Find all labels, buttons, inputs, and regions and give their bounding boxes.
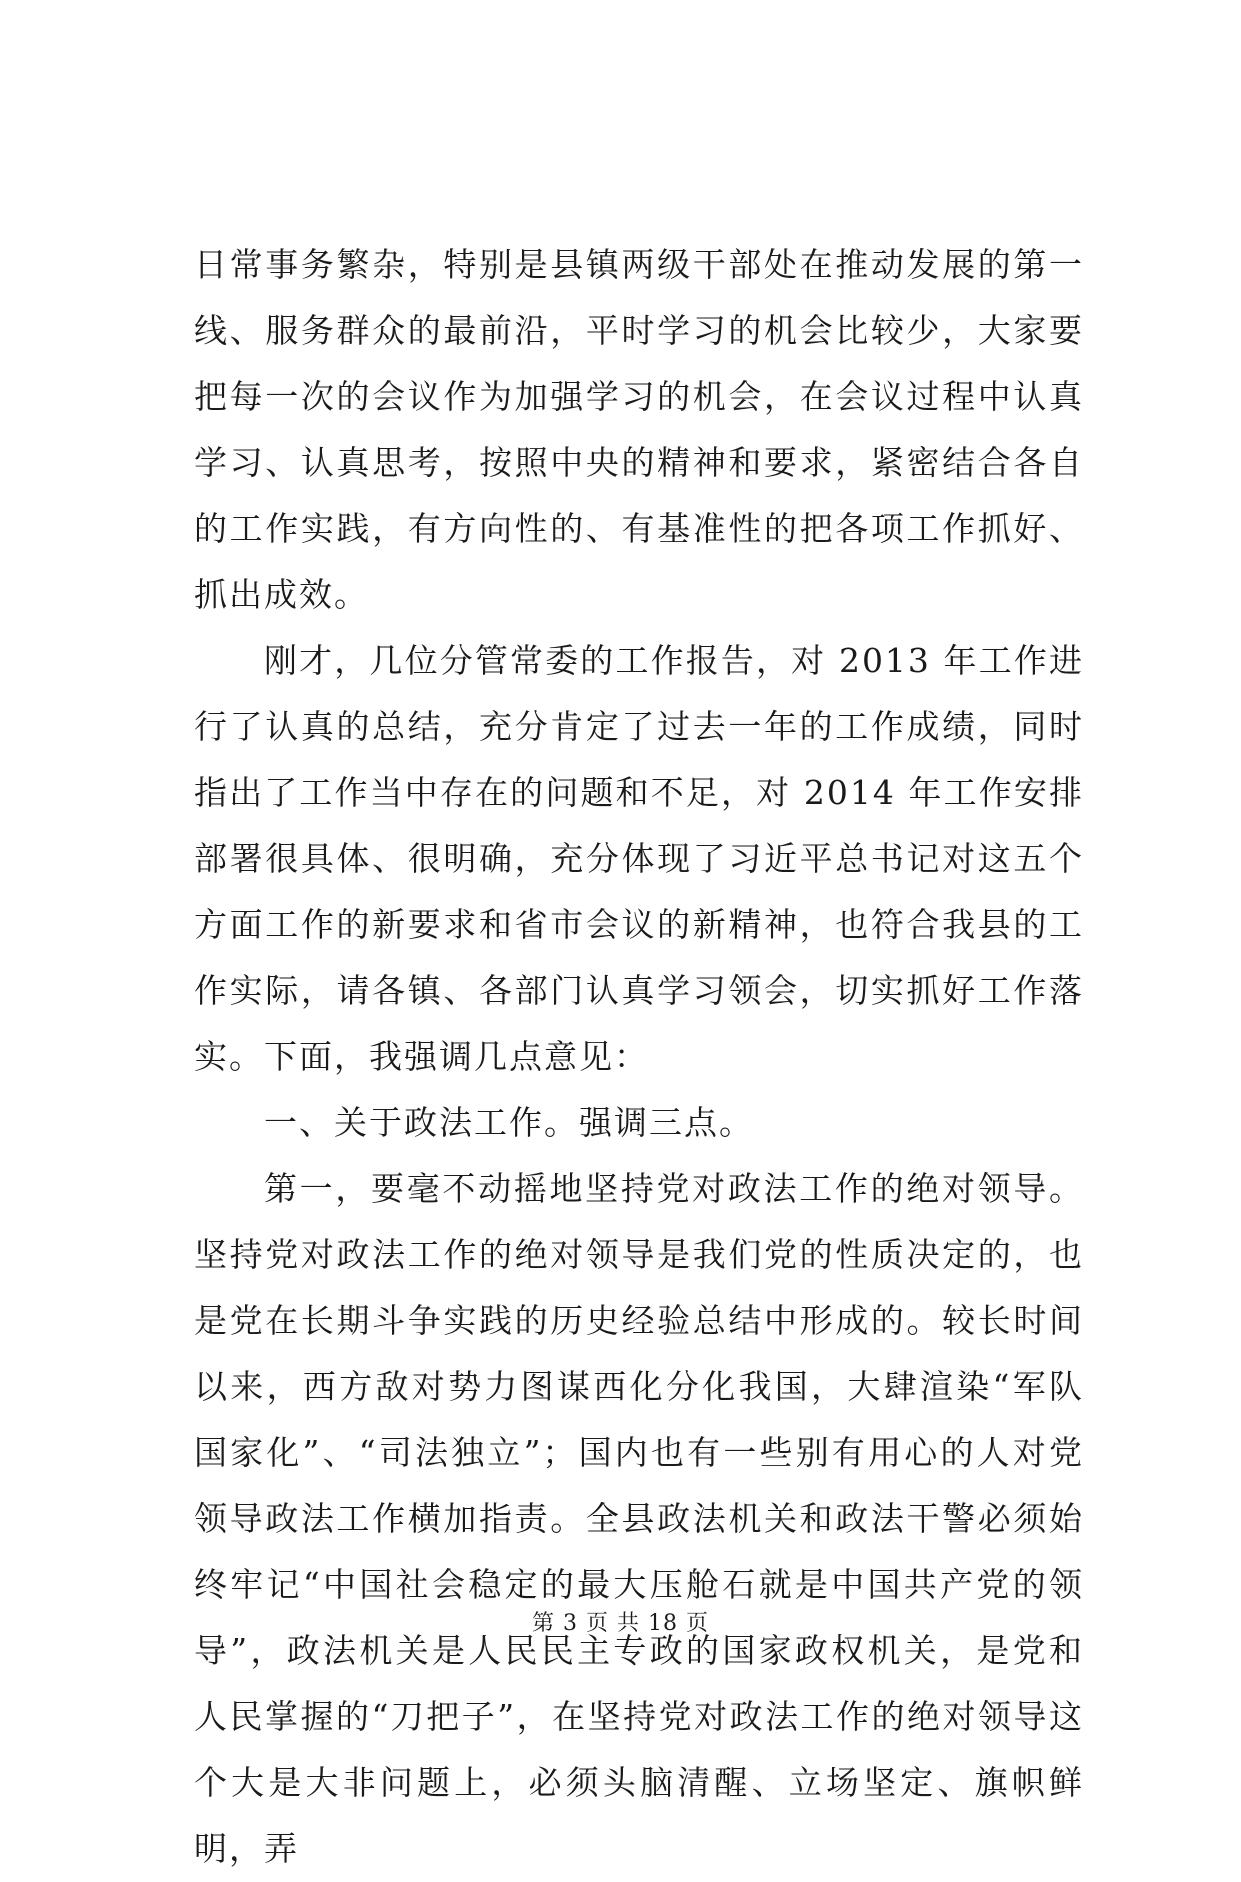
page-footer [0, 1606, 1241, 1637]
paragraph-4: 第一，要毫不动摇地坚持党对政法工作的绝对领导。坚持党对政法工作的绝对领导是我们党的性质决定的，也是党在长期斗争实践的历史经验总结中形成的。较长时间以来，西方敌对势力图谋西化分化我国，大肆渲染“军队国家化”、“司法独立”；国内也有一些别有用心的人对党领导政法工作横加指责。全县政法机关和政法干警必须始终牢记“中国社会稳定的最大压舱石就是中国共产党的领导”，政法机关是人民民主专政的国家政权机关，是党和人民掌握的“刀把子”，在坚持党对政法工作的绝对领导这个大是大非问题上，必须头脑清醒、立场坚定、旗帜鲜明，弄 [194, 1169, 1084, 1868]
paragraph-1: 日常事务繁杂，特别是县镇两级干部处在推动发展的第一线、服务群众的最前沿，平时学习的机会比较少，大家要把每一次的会议作为加强学习的机会，在会议过程中认真学习、认真思考，按照中央的精神和要求，紧密结合各自的工作实践，有方向性的、有基准性的把各项工作抓好、抓出成效。 [194, 245, 1084, 614]
page-number-label: 第 3 页 共 18 页 [532, 1611, 709, 1636]
paragraph-2: 刚才，几位分管常委的工作报告，对 2013 年工作进行了认真的总结，充分肯定了过去一年的工作成绩，同时指出了工作当中存在的问题和不足，对 2014 年工作安排部署很具体、很明确，充分体现了习近平总书记对这五个方面工作的新要求和省市会议的新精神，也符合我县的工作实际，请各镇、各部门认真学习领会，切实抓好工作落实。下面，我强调几点意见： [194, 641, 1084, 1076]
paragraph-3-heading: 一、关于政法工作。强调三点。 [264, 1103, 754, 1142]
